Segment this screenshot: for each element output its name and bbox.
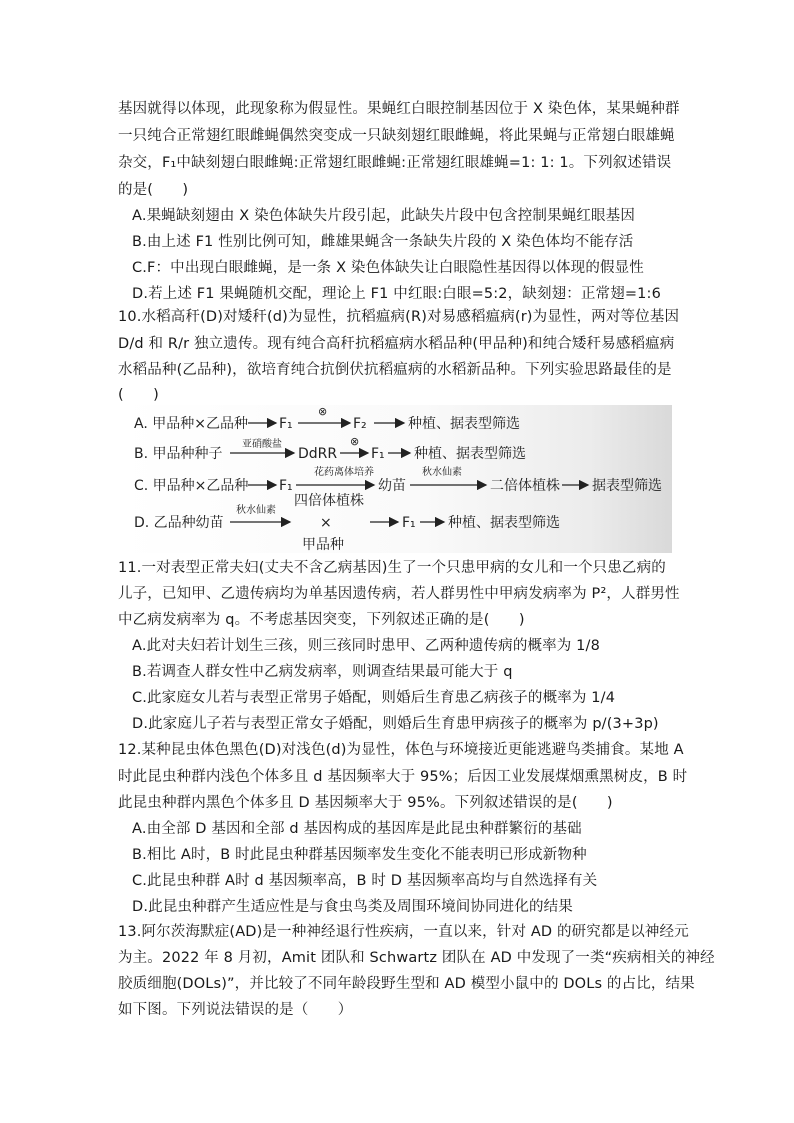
q13-stem-line-4: 如下图。下列说法错误的是（ ） bbox=[118, 1002, 353, 1018]
q10-stem-line-2: D/d 和 R/r 独立遗传。现有纯合高秆抗稻瘟病水稻品种(甲品种)和纯合矮秆易感稻瘟病 bbox=[118, 336, 675, 352]
row-d-plant-select: 种植、据表型筛选 bbox=[448, 515, 560, 531]
q9-option-a: A.果蝇缺刻翅由 X 染色体缺失片段引起，此缺失片段中包含控制果蝇红眼基因 bbox=[132, 208, 635, 224]
q12-option-c: C.此昆虫种群 A时 d 基因频率高，B 时 D 基因频率高均与自然选择有关 bbox=[132, 873, 598, 889]
q11-stem-line-2: 儿子，已知甲、乙遗传病均为单基因遗传病，若人群男性中甲病发病率为 P²，人群男性 bbox=[118, 586, 680, 602]
row-a-plant-select: 种植、据表型筛选 bbox=[408, 416, 520, 432]
q10-stem-line-1: 10.水稻高秆(D)对矮秆(d)为显性，抗稻瘟病(R)对易感稻瘟病(r)为显性，两对等位基因 bbox=[118, 309, 680, 325]
q11-option-c: C.此家庭女儿若与表型正常男子婚配，则婚后生育患乙病孩子的概率为 1/4 bbox=[132, 690, 616, 706]
row-b-nitrite: 亚硝酸盐 bbox=[242, 439, 282, 450]
q11-option-a: A.此对夫妇若计划生三孩，则三孩同时患甲、乙两种遗传病的概率为 1/8 bbox=[132, 638, 600, 654]
row-b-plant-select: 种植、据表型筛选 bbox=[414, 446, 526, 462]
q12-option-d: D.此昆虫种群产生适应性是与食虫鸟类及周围环境间协同进化的结果 bbox=[132, 899, 573, 915]
q11-option-d: D.此家庭儿子若与表型正常女子婚配，则婚后生育患甲病孩子的概率为 p/(3+3p) bbox=[132, 716, 659, 732]
row-c-f1: F₁ bbox=[279, 478, 293, 494]
row-b-self-symbol: ⊗ bbox=[350, 435, 360, 448]
q9-stem-line-2: 一只纯合正常翅红眼雌蝇偶然突变成一只缺刻翅红眼雌蝇，将此果蝇与正常翅白眼雄蝇 bbox=[118, 128, 675, 144]
row-d-tetraploid: 四倍体植株 bbox=[294, 493, 364, 509]
row-a-f2: F₂ bbox=[353, 416, 367, 432]
row-a-start: A. 甲品种×乙品种 bbox=[134, 416, 248, 432]
row-c-anther-culture: 花药离体培养 bbox=[314, 467, 374, 478]
breeding-scheme-figure bbox=[118, 405, 672, 553]
row-d-cross: × bbox=[320, 515, 332, 531]
q13-stem-line-1: 13.阿尔茨海默症(AD)是一种神经退行性疾病，一直以来，针对 AD 的研究都是以神经元 bbox=[118, 924, 689, 940]
row-b-start: B. 甲品种种子 bbox=[134, 446, 223, 462]
row-d-colchicine: 秋水仙素 bbox=[236, 505, 276, 516]
q12-stem-line-2: 时此昆虫种群内浅色个体多且 d 基因频率大于 95%；后因工业发展煤烟熏黑树皮，B 时 bbox=[118, 769, 688, 785]
row-d-f1: F₁ bbox=[402, 515, 416, 531]
q10-stem-line-4: ( ) bbox=[118, 387, 159, 403]
q9-stem-line-1: 基因就得以体现，此现象称为假显性。果蝇红白眼控制基因位于 X 染色体，某果蝇种群 bbox=[118, 101, 680, 117]
breeding-scheme-svg bbox=[118, 405, 672, 553]
row-c-select: 据表型筛选 bbox=[592, 478, 662, 494]
q9-option-d: D.若上述 F1 果蝇随机交配，理论上 F1 中红眼:白眼=5:2，缺刻翅：正常翅=1:6 bbox=[132, 286, 661, 302]
q9-stem-line-4: 的是( ) bbox=[118, 182, 189, 198]
q9-stem-line-3: 杂交，F₁中缺刻翅白眼雌蝇:正常翅红眼雌蝇:正常翅红眼雄蝇=1: 1: 1。下列叙述错误 bbox=[118, 155, 672, 171]
q12-option-a: A.由全部 D 基因和全部 d 基因构成的基因库是此昆虫种群繁衍的基础 bbox=[132, 821, 582, 837]
q10-stem-line-3: 水稻品种(乙品种)，欲培育纯合抗倒伏抗稻瘟病的水稻新品种。下列实验思路最佳的是 bbox=[118, 362, 672, 378]
q13-stem-line-3: 胶质细胞(DOLs)”，并比较了不同年龄段野生型和 AD 模型小鼠中的 DOLs 的占比，结果 bbox=[118, 976, 695, 992]
row-b-f1: F₁ bbox=[371, 446, 385, 462]
row-d-jia: 甲品种 bbox=[302, 537, 344, 553]
q9-option-c: C.F：中出现白眼雌蝇，是一条 X 染色体缺失让白眼隐性基因得以体现的假显性 bbox=[132, 260, 644, 276]
row-c-seedling: 幼苗 bbox=[378, 478, 406, 494]
q12-stem-line-1: 12.某种昆虫体色黑色(D)对浅色(d)为显性，体色与环境接近更能逃避鸟类捕食。某地 A bbox=[118, 742, 684, 758]
q11-stem-line-3: 中乙病发病率为 q。不考虑基因突变，下列叙述正确的是( ) bbox=[118, 612, 525, 628]
q12-stem-line-3: 此昆虫种群内黑色个体多且 D 基因频率大于 95%。下列叙述错误的是( ) bbox=[118, 795, 613, 811]
row-a-f1: F₁ bbox=[279, 416, 293, 432]
q12-option-b: B.相比 A时，B 时此昆虫种群基因频率发生变化不能表明已形成新物种 bbox=[132, 847, 587, 863]
q11-stem-line-1: 11.一对表型正常夫妇(丈夫不含乙病基因)生了一个只患甲病的女儿和一个只患乙病的 bbox=[118, 560, 666, 576]
row-c-diploid: 二倍体植株 bbox=[490, 478, 560, 494]
row-c-colchicine: 秋水仙素 bbox=[422, 467, 462, 478]
row-b-ddrr: DdRR bbox=[298, 446, 338, 462]
row-c-start: C. 甲品种×乙品种 bbox=[134, 478, 249, 494]
row-d-start: D. 乙品种幼苗 bbox=[134, 515, 224, 531]
row-a-self-symbol: ⊗ bbox=[318, 405, 328, 418]
q13-stem-line-2: 为主。2022 年 8 月初，Amit 团队和 Schwartz 团队在 AD 中发现了一类“疾病相关的神经 bbox=[118, 950, 715, 966]
q11-option-b: B.若调查人群女性中乙病发病率，则调查结果最可能大于 q bbox=[132, 664, 513, 680]
q9-option-b: B.由上述 F1 性别比例可知，雌雄果蝇含一条缺失片段的 X 染色体均不能存活 bbox=[132, 234, 634, 250]
